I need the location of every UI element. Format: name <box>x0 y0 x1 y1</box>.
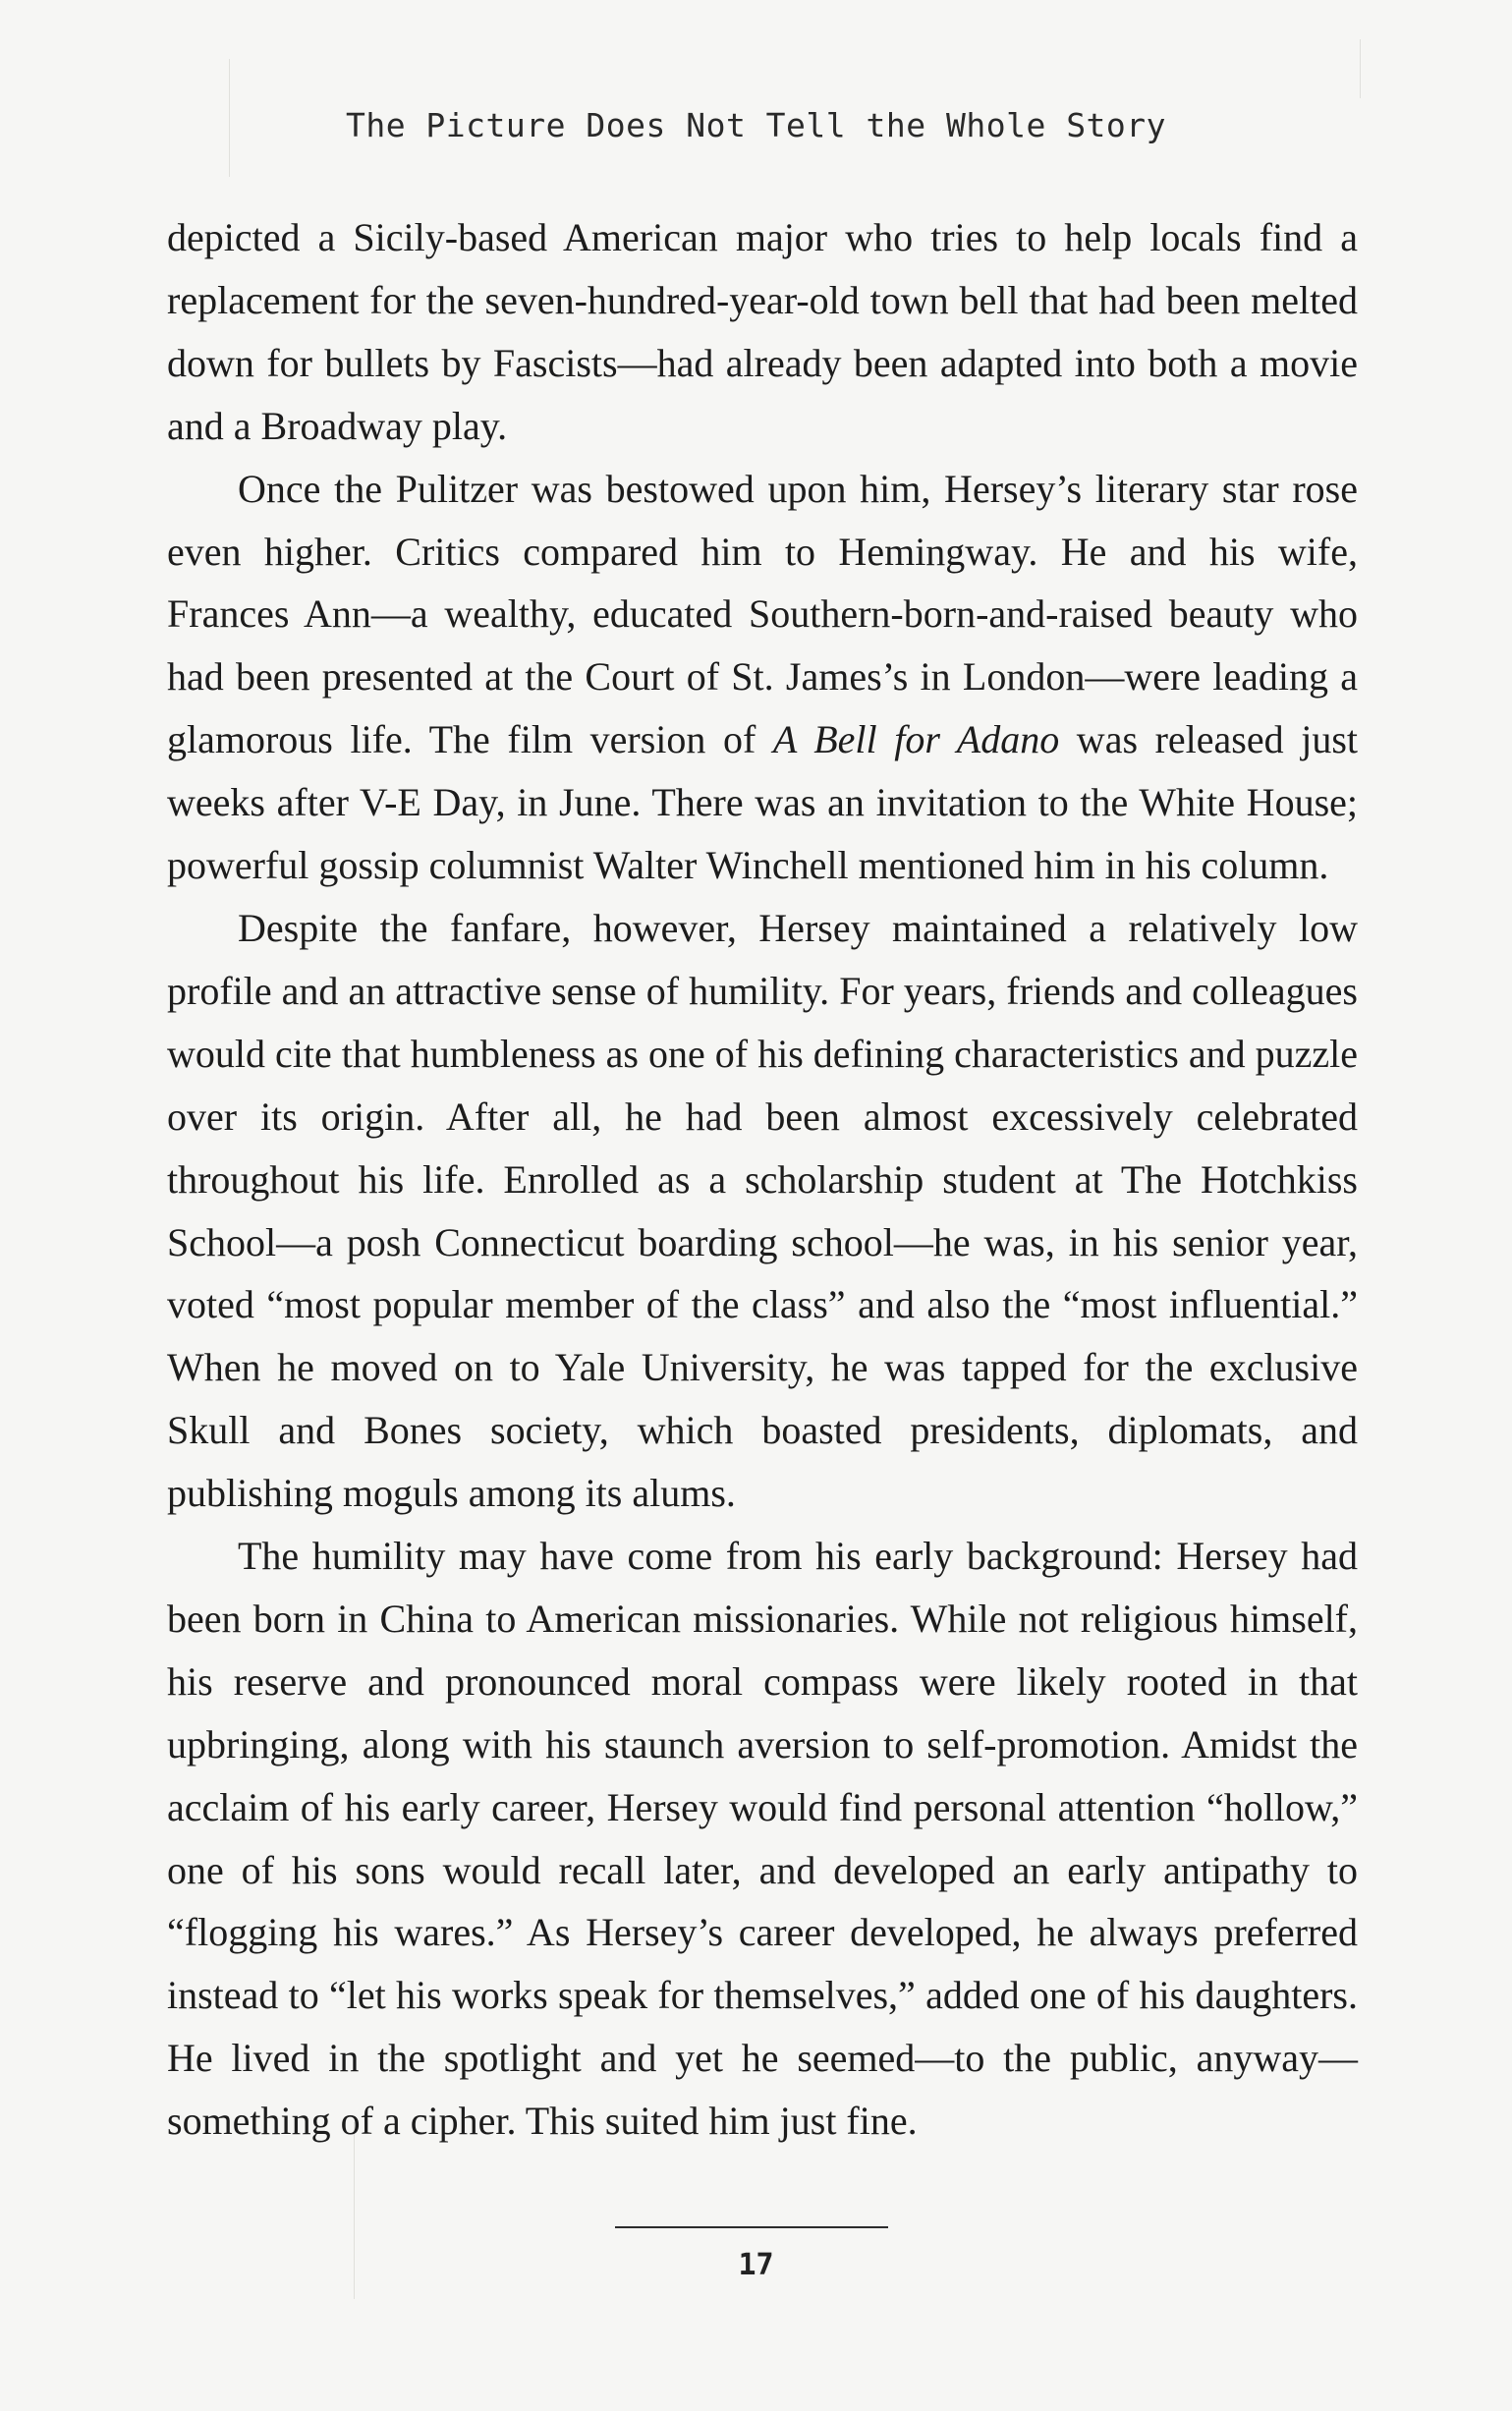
body-text <box>167 206 1358 2153</box>
folio-rule <box>615 2226 888 2228</box>
running-head: The Picture Does Not Tell the Whole Story <box>345 106 1167 144</box>
page-number: 17 <box>738 2248 774 2282</box>
scan-mark <box>1360 39 1361 98</box>
body-paragraph <box>167 206 1358 458</box>
body-paragraph <box>167 897 1358 1525</box>
paragraph-text: The humility may have come from his early background: Hersey had been born in China to American missionaries. While not religious himself, his reserve and pronounced moral compass were likely rooted in that upbringing, along with his staunch aversion to self-promotion. Amidst the acclaim of his early career, Hersey would find personal attention “hollow,” one of his sons would recall later, and developed an early antipathy to “flogging his wares.” As Hersey’s career developed, he always preferred instead to “let his works speak for themselves,” added one of his daughters. He lived in the spotlight and yet he seemed—to the public, anyway—something of a cipher. This suited him just fine. <box>167 1534 1358 2144</box>
paragraph-text: Once the Pulitzer was bestowed upon him, Hersey’s literary star rose even higher. Critics compared him to Hemingway. He and his wife, Frances Ann—a wealthy, educated Southern-born-and-raised beauty who had been presented at the Court of St. James’s in London—were leading a glamorous life. The film version of <box>167 466 1358 762</box>
body-paragraph <box>167 1525 1358 2153</box>
italic-title: A Bell for Adano <box>772 717 1060 762</box>
body-paragraph <box>167 458 1358 897</box>
paragraph-text: Despite the fanfare, however, Hersey maintained a relatively low profile and an attractive sense of humility. For years, friends and colleagues would cite that humbleness as one of his defining characteristics and puzzle over its origin. After all, he had been almost excessively celebrated throughout his life. Enrolled as a scholarship student at The Hotchkiss School—a posh Connecticut boarding school—he was, in his senior year, voted “most popular member of the class” and also the “most influential.” When he moved on to Yale University, he was tapped for the exclusive Skull and Bones society, which boasted presidents, diplomats, and publishing moguls among its alums. <box>167 905 1358 1516</box>
paragraph-text: depicted a Sicily-based American major who tries to help locals find a replacement for the seven-hundred-year-old town bell that had been melted down for bullets by Fascists—had already been adapted into both a movie and a Broadway play. <box>167 215 1358 448</box>
paragraph-text: was released just weeks after V-E Day, in June. There was an invitation to the White House; powerful gossip columnist Walter Winchell mentioned him in his column. <box>167 717 1359 888</box>
